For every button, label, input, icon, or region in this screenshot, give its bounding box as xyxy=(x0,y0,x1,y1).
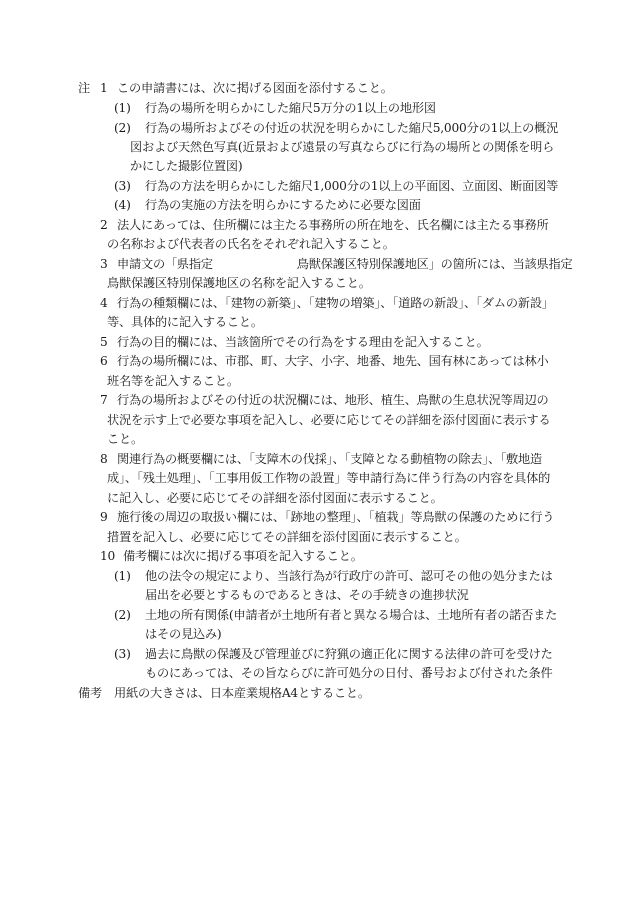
sub-item-continuation: かにした撮影位置図) xyxy=(130,159,243,173)
sub-item-continuation: ものにあっては、その旨ならびに許可処分の日付、番号および付された条件 xyxy=(145,666,553,680)
note-continuation: 班名等を記入すること。 xyxy=(107,374,239,388)
sub-item-text: 過去に鳥獣の保護及び管理並びに狩猟の適正化に関する法律の許可を受けた xyxy=(145,647,553,661)
remarks-label: 備考 xyxy=(78,686,102,700)
note-text: 行為の場所欄には、市郡、町、大字、小字、地番、地先、国有林にあっては林小 xyxy=(117,354,549,368)
sub-item-text: 土地の所有関係(申請者が土地所有者と異なる場合は、土地所有者の諾否また xyxy=(145,608,558,622)
note-continuation: に記入し、必要に応じてその詳細を添付図面に表示すること。 xyxy=(107,491,443,505)
note-continuation: 措置を記入し、必要に応じてその詳細を添付図面に表示すること。 xyxy=(107,530,467,544)
note-text: 行為の種類欄には、「建物の新築」、「建物の増築」、「道路の新設」、「ダムの新設」 xyxy=(117,296,554,310)
remarks-text: 用紙の大きさは、日本産業規格A4とすること。 xyxy=(114,686,370,700)
note-number: 2 xyxy=(100,218,108,232)
notes-label: 注 xyxy=(78,81,90,95)
sub-item-number: (2) xyxy=(114,608,131,622)
note-text: 法人にあっては、住所欄には主たる事務所の所在地を、氏名欄には主たる事務所 xyxy=(117,218,549,232)
note-number: 5 xyxy=(100,335,108,349)
sub-item-text: 行為の場所を明らかにした縮尺5万分の1以上の地形図 xyxy=(145,101,436,115)
sub-item-number: (1) xyxy=(114,569,131,583)
sub-item-number: (2) xyxy=(114,121,131,135)
note-continuation: 等、具体的に記入すること。 xyxy=(107,315,263,329)
note-number: 3 xyxy=(100,257,108,271)
sub-item-continuation: 届出を必要とするものであるときは、その手続きの進捗状況 xyxy=(145,588,469,602)
note-text: 施行後の周辺の取扱い欄には、「跡地の整理」、「植栽」等鳥獣の保護のために行う xyxy=(117,510,555,524)
sub-item-number: (3) xyxy=(114,179,131,193)
note-number: 7 xyxy=(100,393,108,407)
sub-item-text: 他の法令の規定により、当該行為が行政庁の許可、認可その他の処分または xyxy=(145,569,553,583)
note-text: 関連行為の概要欄には、「支障木の伐採」、「支障となる動植物の除去」、「敷地造 xyxy=(117,452,543,466)
note-text: この申請書には、次に掲げる図面を添付すること。 xyxy=(117,81,393,95)
sub-item-text: 行為の場所およびその付近の状況を明らかにした縮尺5,000分の1以上の概況 xyxy=(145,121,559,135)
note-continuation: の名称および代表者の氏名をそれぞれ記入すること。 xyxy=(107,237,395,251)
note-continuation: 状況を示す上で必要な事項を記入し、必要に応じてその詳細を添付図面に表示する xyxy=(107,413,551,427)
sub-item-continuation: 図および天然色写真(近景および遠景の写真ならびに行為の場所との関係を明ら xyxy=(130,140,555,154)
note-number: 9 xyxy=(100,510,108,524)
note-continuation: こと。 xyxy=(107,432,143,446)
sub-item-number: (1) xyxy=(114,101,131,115)
note-continuation: 成」、「残土処理」、「工事用仮工作物の設置」等申請行為に伴う行為の内容を具体的 xyxy=(107,471,551,485)
note-continuation: 鳥獣保護区特別保護地区の名称を記入すること。 xyxy=(107,276,371,290)
sub-item-text: 行為の実施の方法を明らかにするために必要な図面 xyxy=(145,198,421,212)
note-text: 申請文の「県指定 鳥獣保護区特別保護地区」の箇所には、当該県指定 xyxy=(117,257,573,271)
note-text: 備考欄には次に掲げる事項を記入すること。 xyxy=(123,549,363,563)
note-number: 4 xyxy=(100,296,108,310)
note-text: 行為の目的欄には、当該箇所でその行為をする理由を記入すること。 xyxy=(117,335,489,349)
note-number: 10 xyxy=(100,549,116,563)
sub-item-number: (4) xyxy=(114,198,131,212)
sub-item-text: 行為の方法を明らかにした縮尺1,000分の1以上の平面図、立面図、断面図等 xyxy=(145,179,559,193)
note-number: 1 xyxy=(100,81,108,95)
note-number: 6 xyxy=(100,354,108,368)
note-text: 行為の場所およびその付近の状況欄には、地形、植生、鳥獣の生息状況等周辺の xyxy=(117,393,549,407)
sub-item-continuation: はその見込み) xyxy=(145,627,222,641)
sub-item-number: (3) xyxy=(114,647,131,661)
note-number: 8 xyxy=(100,452,108,466)
